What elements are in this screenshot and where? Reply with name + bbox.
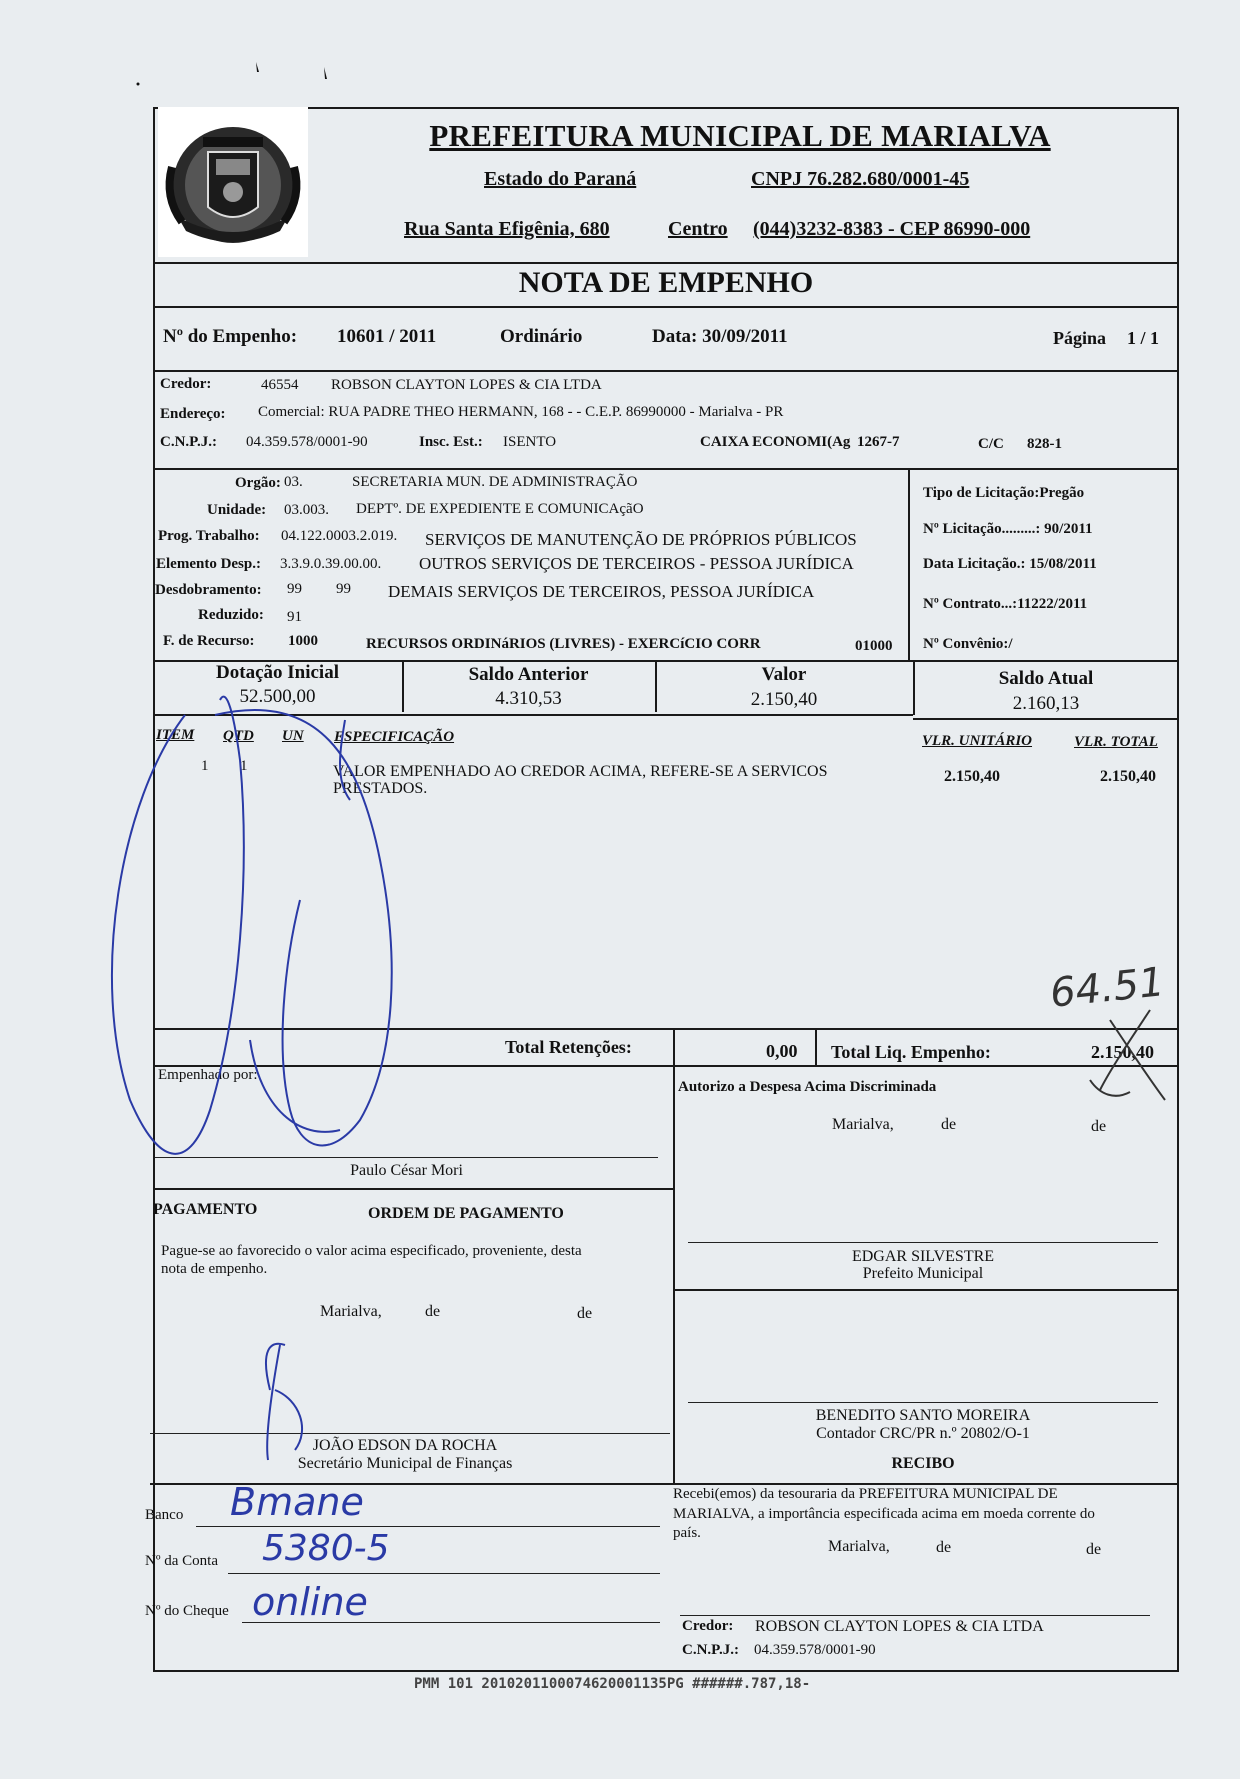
district: Centro [668,218,728,240]
valor-label: Valor [761,664,807,685]
col-especificacao: ESPECIFICAÇÃO [334,729,455,745]
contador-name: BENEDITO SANTO MOREIRA [815,1407,1031,1424]
total-liq-label: Total Liq. Empenho: [831,1042,991,1062]
elemento-name: OUTROS SERVIÇOS DE TERCEIROS - PESSOA JURÍDICA [419,554,854,573]
empenho-type: Ordinário [500,326,583,347]
dotacao-inicial-value: 52.500,00 [239,686,316,707]
col-item: ITEM [156,727,195,743]
conta-handwritten: 5380-5 [262,1528,390,1569]
credor-address: Comercial: RUA PADRE THEO HERMANN, 168 - - C.E.P. 86990000 - Marialva - PR [258,404,784,420]
col-qtd: QTD [223,728,254,744]
item-total-value: 2.150,40 [1100,768,1156,785]
prefeito-title: Prefeito Municipal [862,1265,984,1282]
desdobramento-name: DEMAIS SERVIÇOS DE TERCEIROS, PESSOA JURÍDICA [388,582,815,601]
col-vlr-unitario: VLR. UNITÁRIO [922,733,1033,749]
empenho-number: 10601 / 2011 [337,326,437,347]
prog-name: SERVIÇOS DE MANUTENÇÃO DE PRÓPRIOS PÚBLICOS [425,530,857,549]
recibo-text-3: país. [673,1525,701,1541]
convenio-number: Nº Convênio:/ [923,636,1013,652]
cc-label: C/C [978,436,1004,452]
phone-cep: (044)3232-8383 - CEP 86990-000 [753,218,1031,240]
empenho-date: Data: 30/09/2011 [652,326,788,347]
cheque-handwritten: online [252,1580,368,1624]
item-spec-line-2: PRESTADOS. [333,780,428,797]
reduzido-label: Reduzido: [198,607,264,623]
insc-label: Insc. Est.: [419,434,483,450]
recibo-cnpj: 04.359.578/0001-90 [754,1642,876,1658]
col-vlr-total: VLR. TOTAL [1074,734,1158,750]
unidade-code: 03.003. [284,502,329,518]
recibo-credor-name: ROBSON CLAYTON LOPES & CIA LTDA [755,1618,1044,1635]
secretario-name: JOÃO EDSON DA ROCHA [312,1437,498,1454]
prefeito-name: EDGAR SILVESTRE [851,1248,995,1265]
recibo-de-2: de [1086,1541,1102,1558]
autorizo-label: Autorizo a Despesa Acima Discriminada [678,1079,937,1095]
state-name: Estado do Paraná [484,168,637,190]
desdobramento-code-2: 99 [336,581,351,597]
conta-label: Nº da Conta [145,1553,218,1569]
margin-note: 64.51 [1047,959,1167,1017]
unidade-label: Unidade: [207,502,267,518]
document-title: NOTA DE EMPENHO [518,266,814,299]
pagamento-de-1: de [425,1303,441,1320]
elemento-label: Elemento Desp.: [156,556,261,572]
ordem-pagamento-label: ORDEM DE PAGAMENTO [368,1205,564,1222]
pagamento-text-1: Pague-se ao favorecido o valor acima especificado, proveniente, desta [161,1243,582,1259]
fonte-code: 1000 [288,633,318,649]
saldo-atual-value: 2.160,13 [1012,693,1080,714]
total-liq-value: 2.150,40 [1091,1042,1154,1062]
credor-code: 46554 [261,377,299,393]
licitacao-date: Data Licitação.: 15/08/2011 [923,556,1097,572]
cnpj-header: CNPJ 76.282.680/0001-45 [751,168,970,190]
fonte-label: F. de Recurso: [163,633,255,649]
credor-name: ROBSON CLAYTON LOPES & CIA LTDA [331,377,602,393]
fonte-name: RECURSOS ORDINáRIOS (LIVRES) - EXERCíCIO CORR [366,636,761,652]
orgao-code: 03. [284,474,303,490]
recibo-label: RECIBO [891,1455,955,1472]
saldo-anterior-value: 4.310,53 [495,688,562,709]
empenhado-label: Empenhado por: [158,1067,258,1083]
licitacao-number: Nº Licitação.........: 90/2011 [923,521,1093,537]
cc-value: 828-1 [1027,436,1062,452]
empenho-number-label: Nº do Empenho: [163,326,298,347]
address: Rua Santa Efigênia, 680 [404,218,610,240]
autorizo-de-2: de [1091,1118,1107,1135]
pagamento-de-2: de [577,1305,593,1322]
saldo-anterior-label: Saldo Anterior [468,664,589,685]
item-spec-line-1: VALOR EMPENHADO AO CREDOR ACIMA, REFERE-SE A SERVICOS [333,763,828,780]
recibo-text-2: MARIALVA, a importância especificada acima em moeda corrente do [673,1506,1095,1522]
recibo-de-1: de [936,1539,952,1556]
recibo-credor-label: Credor: [682,1618,734,1634]
credor-label: Credor: [160,376,212,392]
saldo-atual-label: Saldo Atual [998,668,1094,689]
recibo-cnpj-label: C.N.P.J.: [682,1642,739,1658]
contador-title: Contador CRC/PR n.º 20802/O-1 [816,1425,1030,1442]
pagamento-city: Marialva, [320,1303,382,1320]
footer-code: PMM 101 2010201100074620001135PG ######.787,18- [414,1676,811,1692]
retencoes-label: Total Retenções: [505,1037,632,1057]
orgao-label: Orgão: [235,475,281,491]
credor-cnpj: 04.359.578/0001-90 [246,434,368,450]
desdobramento-label: Desdobramento: [155,582,262,598]
autorizo-de-1: de [941,1116,957,1133]
autorizo-city: Marialva, [832,1116,894,1133]
cheque-label: Nº do Cheque [145,1603,229,1619]
fonte-code-2: 01000 [855,638,893,654]
elemento-code: 3.3.9.0.39.00.00. [280,556,382,572]
prog-code: 04.122.0003.2.019. [281,528,398,544]
recibo-city: Marialva, [828,1538,890,1555]
page-label: Página [1053,328,1107,348]
banco-label: Banco [145,1507,184,1523]
unidade-name: DEPTº. DE EXPEDIENTE E COMUNICAçãO [356,501,644,517]
contrato-number: Nº Contrato...:11222/2011 [923,596,1088,612]
dotacao-inicial-label: Dotação Inicial [216,662,339,683]
pagamento-text-2: nota de empenho. [161,1261,268,1277]
insc-value: ISENTO [503,434,557,450]
col-un: UN [282,728,304,744]
item-number: 1 [201,758,209,774]
valor-value: 2.150,40 [750,689,818,710]
prog-label: Prog. Trabalho: [158,528,260,544]
item-qtd: 1 [240,758,248,774]
item-unit-value: 2.150,40 [944,768,1000,785]
retencoes-value: 0,00 [766,1041,798,1061]
prefeitura-title: PREFEITURA MUNICIPAL DE MARIALVA [429,118,1051,153]
orgao-name: SECRETARIA MUN. DE ADMINISTRAÇÃO [352,474,638,490]
recibo-text-1: Recebi(emos) da tesouraria da PREFEITURA MUNICIPAL DE [673,1486,1058,1502]
empenhado-name: Paulo César Mori [350,1162,463,1179]
cnpj-label: C.N.P.J.: [160,434,217,450]
bank-agency: 1267-7 [857,434,900,450]
page-number: 1 / 1 [1127,328,1160,348]
banco-handwritten: Bmane [230,1480,364,1524]
pagamento-label: PAGAMENTO [153,1201,258,1218]
reduzido-value: 91 [287,609,302,625]
licitacao-type: Tipo de Licitação:Pregão [923,485,1085,501]
desdobramento-code-1: 99 [287,581,302,597]
endereco-label: Endereço: [160,406,226,422]
secretario-title: Secretário Municipal de Finanças [297,1455,513,1472]
bank-name: CAIXA ECONOMI(Ag [700,434,851,450]
